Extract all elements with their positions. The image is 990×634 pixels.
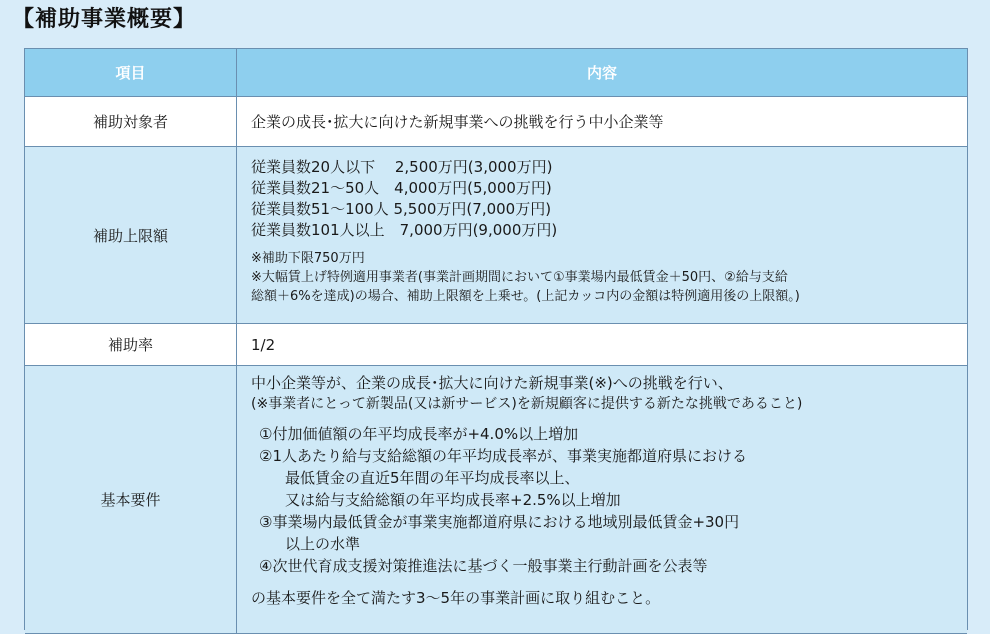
- row-value-target: [237, 97, 967, 147]
- requirement-item: ①付加価値額の年平均成長率が+4.0%以上増加: [259, 425, 579, 443]
- limit-note: 総額＋6%を達成)の場合、補助上限額を上乗せ。(上記カッコ内の金額は特例適用後の上限額。): [251, 289, 800, 304]
- requirement-item: ②1人あたり給与支給総額の年平均成長率が、事業実施都道府県における: [259, 447, 747, 465]
- limit-line: 従業員数101人以上 7,000万円(9,000万円): [251, 221, 558, 239]
- requirements-closing: の基本要件を全て満たす3～5年の事業計画に取り組むこと。: [251, 589, 661, 607]
- row-value-limit: [237, 147, 967, 324]
- limit-line: 従業員数20人以下 2,500万円(3,000万円): [251, 158, 553, 176]
- limit-note: ※補助下限750万円: [251, 251, 365, 266]
- row-label-rate: 補助率: [25, 324, 237, 366]
- requirements-intro: 中小企業等が、企業の成長･拡大に向けた新規事業(※)への挑戦を行い、: [251, 374, 733, 392]
- target-text: 企業の成長･拡大に向けた新規事業への挑戦を行う中小企業等: [251, 113, 664, 131]
- limit-note: ※大幅賃上げ特例適用事業者(事業計画期間において①事業場内最低賃金＋50円、②給与支給: [251, 270, 788, 285]
- limit-line: 従業員数21～50人 4,000万円(5,000万円): [251, 179, 552, 197]
- requirement-item: ④次世代育成支援対策推進法に基づく一般事業主行動計画を公表等: [259, 557, 708, 575]
- column-header-content: 内容: [237, 49, 967, 97]
- row-label-requirements: 基本要件: [25, 366, 237, 634]
- rate-text: 1/2: [251, 335, 276, 354]
- page-title: 【補助事業概要】: [12, 7, 197, 32]
- row-label-target: 補助対象者: [25, 97, 237, 147]
- limit-line: 従業員数51～100人 5,500万円(7,000万円): [251, 200, 552, 218]
- row-value-requirements: [237, 366, 967, 634]
- row-value-rate: [237, 324, 967, 366]
- requirement-continuation: 以上の水準: [285, 535, 361, 553]
- column-header-item: 項目: [25, 49, 237, 97]
- row-label-limit: 補助上限額: [25, 147, 237, 324]
- requirement-item: ③事業場内最低賃金が事業実施都道府県における地域別最低賃金+30円: [259, 513, 740, 531]
- summary-table: [24, 48, 968, 630]
- requirements-note: (※事業者にとって新製品(又は新サービス)を新規顧客に提供する新たな挑戦であること): [251, 396, 803, 412]
- requirement-continuation: 最低賃金の直近5年間の年平均成長率以上、: [285, 469, 580, 487]
- requirement-continuation: 又は給与支給総額の年平均成長率+2.5%以上増加: [285, 491, 621, 509]
- requirements-list: [251, 423, 953, 577]
